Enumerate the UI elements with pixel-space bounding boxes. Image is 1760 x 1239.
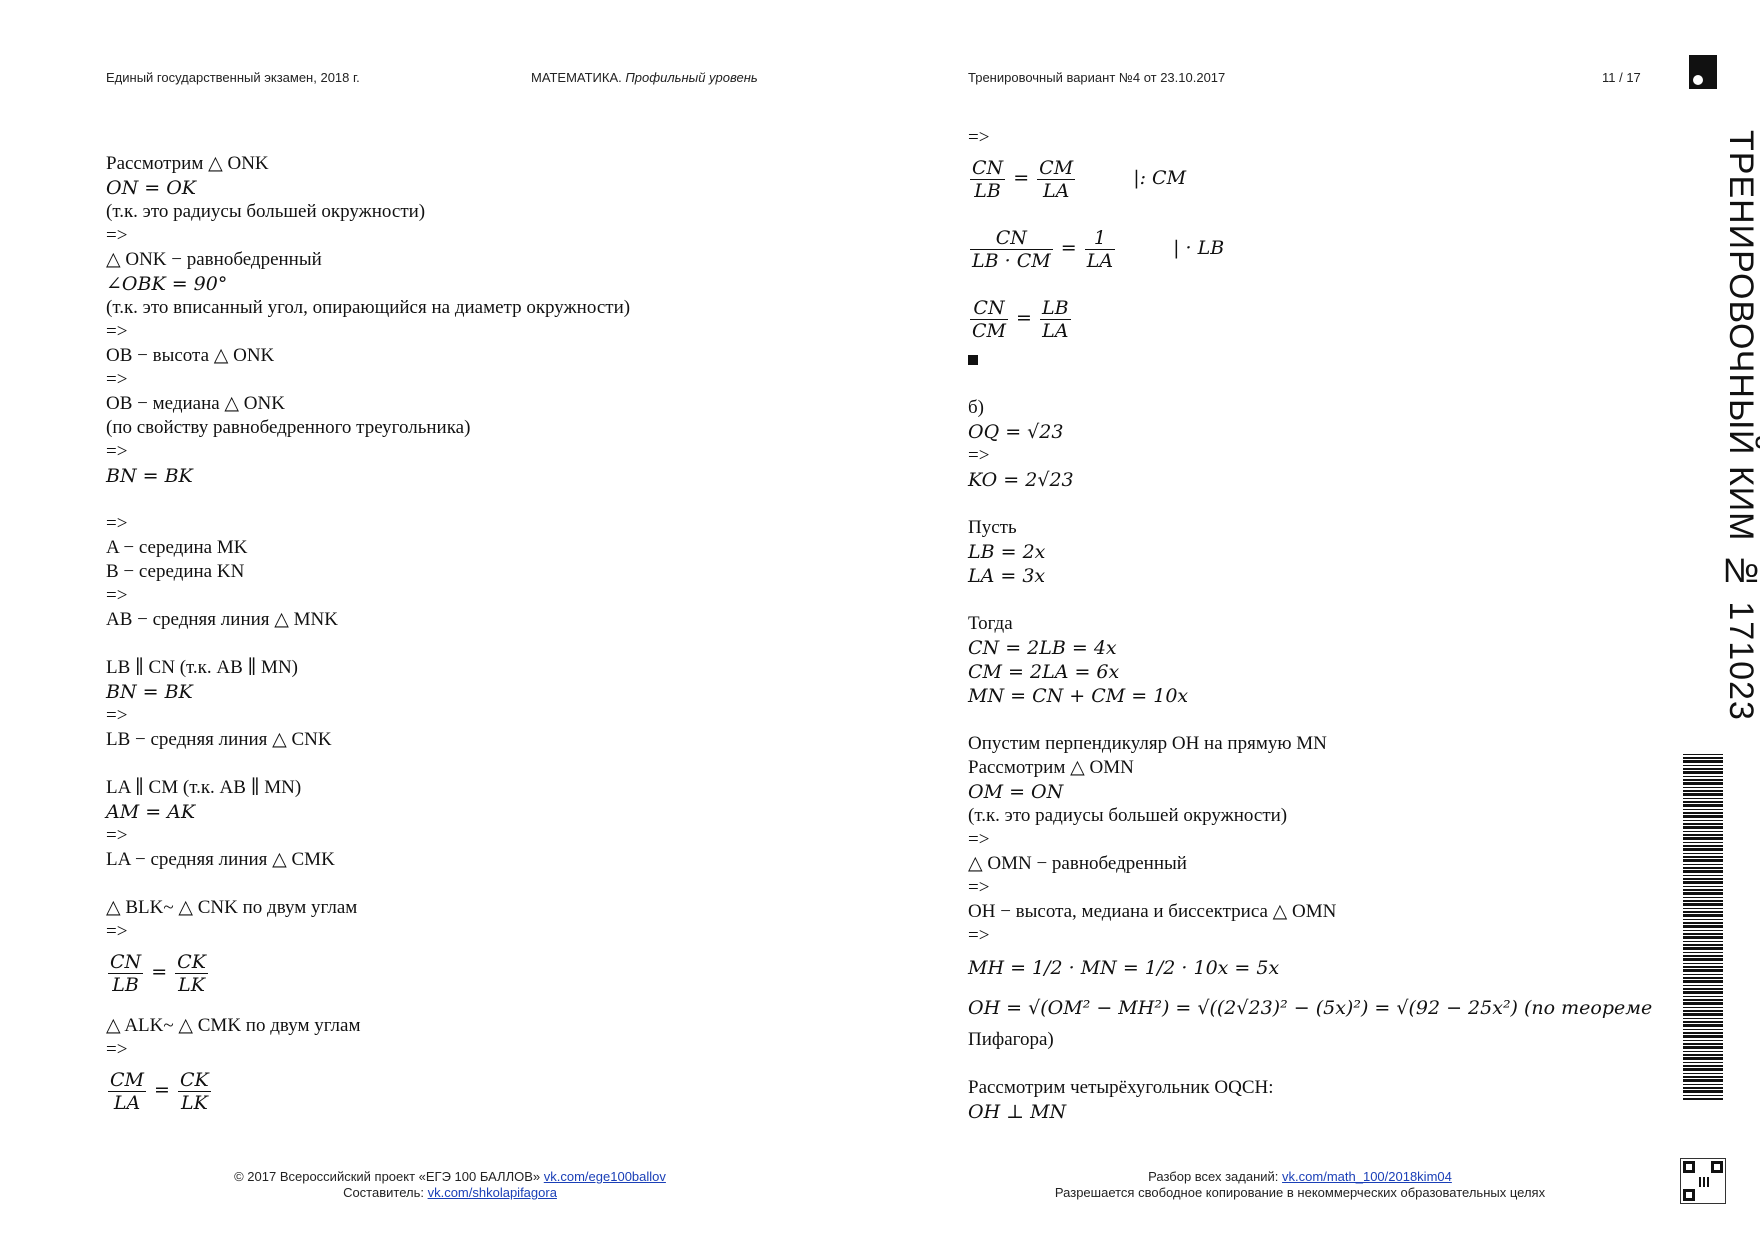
text-line: => <box>106 825 128 846</box>
text-line: Рассмотрим △ OMN <box>968 757 1134 778</box>
text-line: MH = 1/2 · MN = 1/2 · 10x = 5x <box>968 957 1280 979</box>
text-line: OH = √(OM² − MH²) = √((2√23)² − (5x)²) = √(92 − 25x²) (по теореме <box>968 997 1653 1019</box>
operation-note: | · LB <box>1173 237 1225 259</box>
text-line: (т.к. это радиусы большей окружности) <box>968 805 1288 826</box>
fraction-equation: $\frac{CN}{LB}$ = $\frac{CM}{LA}$ |: CM <box>972 156 1187 202</box>
text-line: ON = OK <box>106 177 196 199</box>
text-line: △ OMN − равнобедренный <box>968 853 1187 874</box>
text-line: => <box>106 921 128 942</box>
subject-level: Профильный уровень <box>625 70 758 85</box>
text-line: ∠OBK = 90° <box>106 273 228 295</box>
license-text: Разрешается свободное копирование в некоммерческих образовательных целях <box>1054 1185 1546 1200</box>
text-line: A − середина MK <box>106 537 248 558</box>
copyright-link[interactable]: vk.com/ege100ballov <box>543 1169 666 1184</box>
sheet-mark-icon <box>1689 55 1717 89</box>
variant-title: Тренировочный вариант №4 от 23.10.2017 <box>968 70 1226 85</box>
text-line: (т.к. это вписанный угол, опирающийся на диаметр окружности) <box>106 297 631 318</box>
text-line: => <box>968 127 990 148</box>
text-line: => <box>968 829 990 850</box>
text-line: AM = AK <box>106 801 196 823</box>
text-line: BN = BK <box>106 681 193 703</box>
text-line: => <box>106 369 128 390</box>
right-column <box>968 126 1652 1124</box>
text-line: KO = 2√23 <box>968 469 1074 491</box>
text-line: LB = 2x <box>968 541 1046 563</box>
page-number: 11 / 17 <box>1602 70 1641 85</box>
text-line: OB − медиана △ ONK <box>106 393 285 414</box>
barcode-icon <box>1683 752 1723 1100</box>
qr-code-icon <box>1680 1158 1726 1204</box>
razbor-label: Разбор всех заданий: <box>1148 1169 1279 1184</box>
copyright: © 2017 Всероссийский проект «ЕГЭ 100 БАЛЛОВ» <box>234 1169 541 1184</box>
text-line: => <box>106 225 128 246</box>
text-line: B − середина KN <box>106 561 245 582</box>
text-line: LA − средняя линия △ CMK <box>106 849 335 870</box>
author-link[interactable]: vk.com/shkolapifagora <box>427 1185 557 1200</box>
text-line: OM = ON <box>968 781 1064 803</box>
text-line: OQ = √23 <box>968 421 1064 443</box>
text-line: △ BLK~ △ CNK по двум углам <box>106 897 358 918</box>
fraction-equation: $\frac{CN}{CM}$ = $\frac{LB}{LA}$ <box>972 296 1069 342</box>
text-line: Рассмотрим четырёхугольник OQCH: <box>968 1077 1274 1098</box>
subject-name: МАТЕМАТИКА. <box>531 70 622 85</box>
text-line: (по свойству равнобедренного треугольника) <box>106 417 471 438</box>
text-line: MN = CN + CM = 10x <box>968 685 1189 707</box>
vertical-title: ТРЕНИРОВОЧНЫЙ КИМ № 171023 <box>1722 130 1760 721</box>
text-line: AB − средняя линия △ MNK <box>106 609 338 630</box>
fraction-equation: $\frac{CN}{LB}$ = $\frac{CK}{LK}$ <box>110 950 206 996</box>
exam-title: Единый государственный экзамен, 2018 г. <box>106 70 360 85</box>
text-line: OH − высота, медиана и биссектриса △ OMN <box>968 901 1337 922</box>
text-line: (т.к. это радиусы большей окружности) <box>106 201 426 222</box>
text-line: Пифагора) <box>968 1029 1054 1050</box>
text-line: △ ONK − равнобедренный <box>106 249 322 270</box>
text-line: => <box>968 925 990 946</box>
text-line: OB − высота △ ONK <box>106 345 275 366</box>
text-line: CN = 2LB = 4x <box>968 637 1117 659</box>
author-label: Составитель: <box>343 1185 424 1200</box>
text-line: LA = 3x <box>968 565 1046 587</box>
text-line: Тогда <box>968 613 1013 634</box>
text-line: Пусть <box>968 517 1017 538</box>
text-line: => <box>106 441 128 462</box>
text-line: б) <box>968 397 984 418</box>
qed-square-icon <box>968 355 978 365</box>
text-line: => <box>106 585 128 606</box>
text-line: OH ⊥ MN <box>968 1101 1067 1123</box>
text-line: LA ∥ CM (т.к. AB ∥ MN) <box>106 777 302 798</box>
text-line: LB ∥ CN (т.к. AB ∥ MN) <box>106 657 298 678</box>
text-line: CM = 2LA = 6x <box>968 661 1120 683</box>
text-line: => <box>106 705 128 726</box>
footer-left <box>150 1169 750 1201</box>
text-line: BN = BK <box>106 465 193 487</box>
razbor-link[interactable]: vk.com/math_100/2018kim04 <box>1282 1169 1452 1184</box>
text-line: => <box>968 445 990 466</box>
text-line: Опустим перпендикуляр OH на прямую MN <box>968 733 1327 754</box>
text-line: △ ALK~ △ CMK по двум углам <box>106 1015 361 1036</box>
text-line: => <box>106 321 128 342</box>
footer-right <box>1000 1169 1600 1201</box>
text-line: Рассмотрим △ ONK <box>106 153 269 174</box>
text-line: => <box>106 1039 128 1060</box>
left-column <box>106 152 630 1120</box>
text-line: LB − средняя линия △ CNK <box>106 729 332 750</box>
text-line: => <box>968 877 990 898</box>
fraction-equation: $\frac{CN}{LB \cdot CM}$ = $\frac{1}{LA}$ | · LB <box>972 226 1225 272</box>
fraction-equation: $\frac{CM}{LA}$ = $\frac{CK}{LK}$ <box>110 1068 209 1114</box>
subject <box>531 70 758 85</box>
operation-note: |: CM <box>1133 167 1187 189</box>
text-line: => <box>106 513 128 534</box>
